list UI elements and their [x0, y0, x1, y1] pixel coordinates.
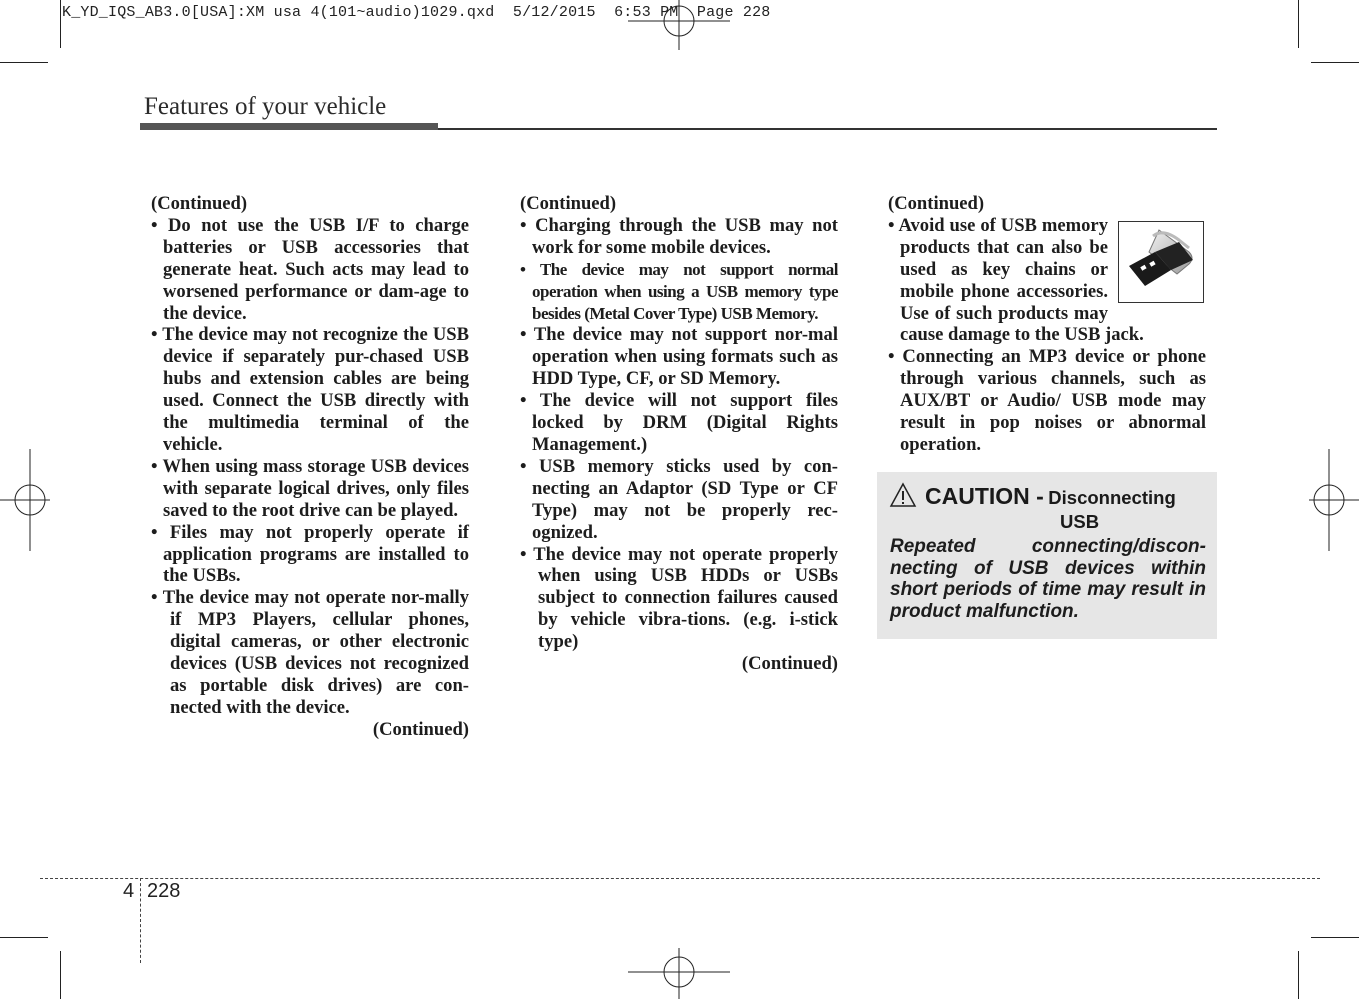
- bullet-item: • The device may not operate nor-mally if MP3 Players, cellular phones, digital cameras, or other electronic devices (USB devices not recognized as portable disk drives) are con-nected with the device.: [151, 587, 469, 718]
- continued-label: (Continued): [520, 193, 617, 214]
- registration-mark-bottom: [628, 948, 730, 999]
- section-title: Features of your vehicle: [144, 93, 387, 120]
- registration-mark-top: [628, 0, 730, 50]
- caution-box: [877, 472, 1217, 639]
- caution-body: Repeated connecting/discon-necting of USB devices within short periods of time may result in product malfunction.: [890, 536, 1206, 622]
- bullet-item: • USB memory sticks used by con-necting an Adaptor (SD Type or CF Type) may not be properly rec-ognized.: [520, 455, 838, 543]
- bullet-item: • The device may not recognize the USB device if separately pur-chased USB hubs and extension cables are being used. Connect the USB directly with the multimedia terminal of the vehicle.: [151, 324, 469, 455]
- bullet-item: • Charging through the USB may not work for some mobile devices.: [520, 214, 838, 258]
- usb-stick-icon: [1119, 222, 1203, 302]
- chapter-number: 4: [123, 880, 135, 902]
- continued-label: (Continued): [741, 653, 838, 675]
- bullet-item: • The device may not operate properly when using USB HDDs or USBs subject to connection failures caused by vehicle vibra-tions. (e.g. i-stick type): [520, 543, 838, 653]
- header-rule-thin: [438, 128, 1217, 130]
- usb-stick-image: [1118, 221, 1204, 303]
- footer-rule: [40, 878, 1320, 879]
- caution-topic: Disconnecting: [1048, 487, 1176, 508]
- bullet-item: [520, 259, 838, 325]
- caution-label: CAUTION -: [925, 483, 1044, 509]
- bullet-item: [151, 522, 469, 588]
- bullet-item: • Avoid use of USB memory products that can also be used as key chains or mobile phone accessories. Use of such products may cause damage to the USB jack.: [888, 214, 1144, 346]
- continued-label: (Continued): [372, 718, 469, 740]
- registration-mark-right: [1309, 449, 1359, 551]
- bullet-item: • The device may not support nor-mal operation when using formats such as HDD Type, CF, or SD Memory.: [520, 324, 838, 390]
- registration-mark-left: [0, 449, 50, 551]
- caution-heading: [925, 483, 1176, 510]
- bullet-item: • Do not use the USB I/F to charge batteries or USB accessories that generate heat. Such acts may lead to worsened performance or dam-age to the device.: [151, 214, 469, 324]
- page-number: 228: [147, 880, 181, 902]
- continued-label: (Continued): [888, 193, 985, 214]
- warning-triangle-icon: [889, 482, 917, 508]
- print-slug: K_YD_IQS_AB3.0[USA]:XM usa 4(101~audio)1029.qxd 5/12/2015 6:53 PM Page 228: [62, 4, 771, 21]
- footer-divider: [140, 878, 141, 963]
- header-rule-thick: [140, 123, 438, 130]
- bullet-item: • Connecting an MP3 device or phone through various channels, such as AUX/BT or Audio/ USB mode may result in pop noises or abnormal operation.: [888, 346, 1206, 455]
- text-column-1: [151, 193, 469, 741]
- bullet-item-text: • Files may not properly operate if application programs are installed to the USBs.: [151, 521, 469, 587]
- caution-topic-line2: USB: [1060, 511, 1100, 532]
- bullet-item: • The device will not support files locked by DRM (Digital Rights Management.): [520, 390, 838, 455]
- bullet-item-text: • The device may not support normal operation when using a USB memory type besides (Metal Cover Type) USB Memory.: [520, 259, 838, 323]
- bullet-item: • When using mass storage USB devices with separate logical drives, only files saved to the root drive can be played.: [151, 455, 469, 521]
- text-column-2: [520, 193, 838, 675]
- continued-label: (Continued): [151, 193, 248, 214]
